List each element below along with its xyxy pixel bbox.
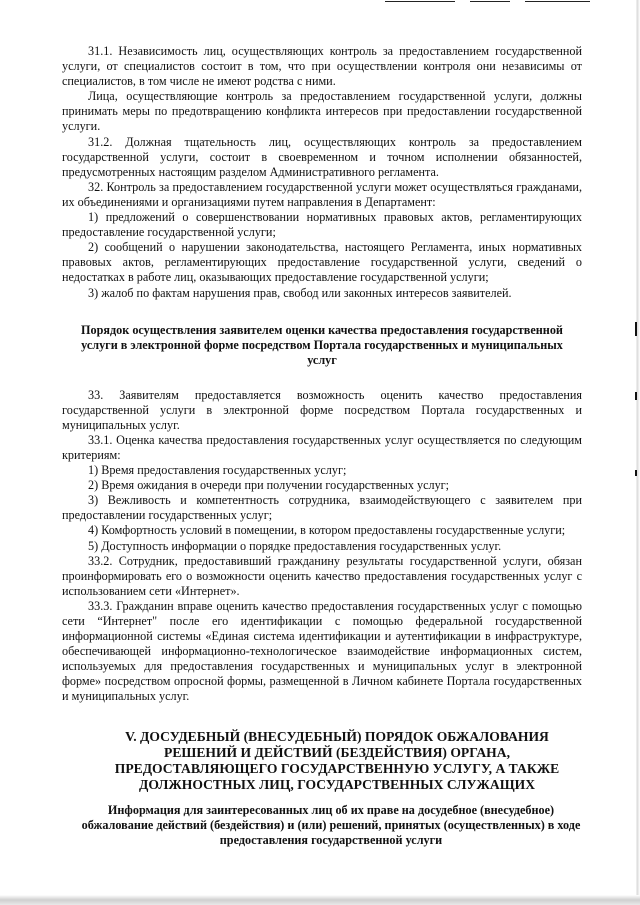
scan-bottom-edge [0, 895, 640, 905]
info-heading: Информация для заинтересованных лиц об их праве на досудебное (внесудебное) обжалование действий (бездействия) и (или) решений, принятых (осуществленных) в ходе предоставления государственной услуги [81, 802, 581, 847]
paragraph-conflict: Лица, осуществляющие контроль за предоставлением государственной услуги, должны принимать меры по предотвращению конфликта интересов при предоставлении государственной услуги. [62, 89, 582, 134]
criterion-1: 1) Время предоставления государственных услуг; [88, 463, 347, 478]
criterion-5: 5) Доступность информации о порядке предоставления государственных услуг. [88, 538, 502, 553]
scan-mark-3 [635, 470, 637, 476]
paragraph-33: 33. Заявителям предоставляется возможность оценить качество предоставления государственной услуги в электронной форме посредством Портала государственных и муниципальных услуг. [62, 387, 582, 432]
scan-top-line-1 [385, 1, 455, 2]
subheading-quality-assessment: Порядок осуществления заявителем оценки качества предоставления государственной услуги в электронной форме посредством Портала государственных и муниципальных услуг [81, 322, 563, 367]
criterion-4: 4) Комфортность условий в помещении, в котором предоставлены государственные услуги; [88, 523, 566, 538]
paragraph-33-3: 33.3. Гражданин вправе оценить качество предоставления государственных услуг с помощью сети “Интернет" после его идентификации с помощью федеральной государственной информационной системы «Единая система идентификации и аутентификации в инфраструктуре, обеспечивающей информационно-технологическое взаимодействие информационных систем, используемых для предоставления государственных и муниципальных услуг в электронной форме» посредством опросной формы, размещенной в Личном кабинете Портала государственных и муниципальных услуг. [62, 598, 582, 704]
document-page [62, 44, 582, 848]
list-item-32-3: 3) жалоб по фактам нарушения прав, свобод или законных интересов заявителей. [88, 285, 512, 300]
paragraph-33-2: 33.2. Сотрудник, предоставивший гражданину результаты государственной услуги, обязан проинформировать его о возможности оценить качество предоставления государственных услуг с использованием сети «Интернет». [62, 553, 582, 598]
criterion-2: 2) Время ожидания в очереди при получении государственных услуг; [88, 478, 450, 493]
scan-mark-1 [635, 322, 637, 336]
section-v-heading: V. ДОСУДЕБНЫЙ (ВНЕСУДЕБНЫЙ) ПОРЯДОК ОБЖАЛОВАНИЯ РЕШЕНИЙ И ДЕЙСТВИЙ (БЕЗДЕЙСТВИЯ) ОРГАНА, ПРЕДОСТАВЛЯЮЩЕГО ГОСУДАРСТВЕННУЮ УСЛУГУ, А ТАКЖЕ ДОЛЖНОСТНЫХ ЛИЦ, ГОСУДАРСТВЕННЫХ СЛУЖАЩИХ [114, 728, 560, 792]
scan-top-line-3 [525, 1, 590, 2]
paragraph-33-1: 33.1. Оценка качества предоставления государственных услуг осуществляется по следующим критериям: [62, 432, 582, 462]
paragraph-32: 32. Контроль за предоставлением государственной услуги может осуществляться гражданами, их объединениями и организациями путем направления в Департамент: [62, 179, 582, 209]
paragraph-31-1: 31.1. Независимость лиц, осуществляющих контроль за предоставлением государственной услуги, от специалистов состоит в том, что при осуществлении контроля они независимы от специалистов, в том числе не имеют родства с ними. [62, 44, 582, 89]
scan-mark-2 [635, 392, 637, 400]
paragraph-31-2: 31.2. Должная тщательность лиц, осуществляющих контроль за предоставлением государственной услуги, состоит в своевременном и точном исполнении обязанностей, предусмотренных настоящим разделом Административного регламента. [62, 134, 582, 179]
list-item-32-2: 2) сообщений о нарушении законодательства, настоящего Регламента, иных нормативных правовых актов, регламентирующих предоставление государственной услуги, сведений о недостатках в работе лиц, оказывающих предоставление государственной услуги; [62, 240, 582, 285]
criterion-3: 3) Вежливость и компетентность сотрудника, взаимодействующего с заявителем при предоставлении государственных услуг; [62, 493, 582, 523]
scan-top-line-2 [470, 1, 510, 2]
scan-right-edge [634, 0, 640, 905]
list-item-32-1: 1) предложений о совершенствовании нормативных правовых актов, регламентирующих предоставление государственной услуги; [62, 210, 582, 240]
